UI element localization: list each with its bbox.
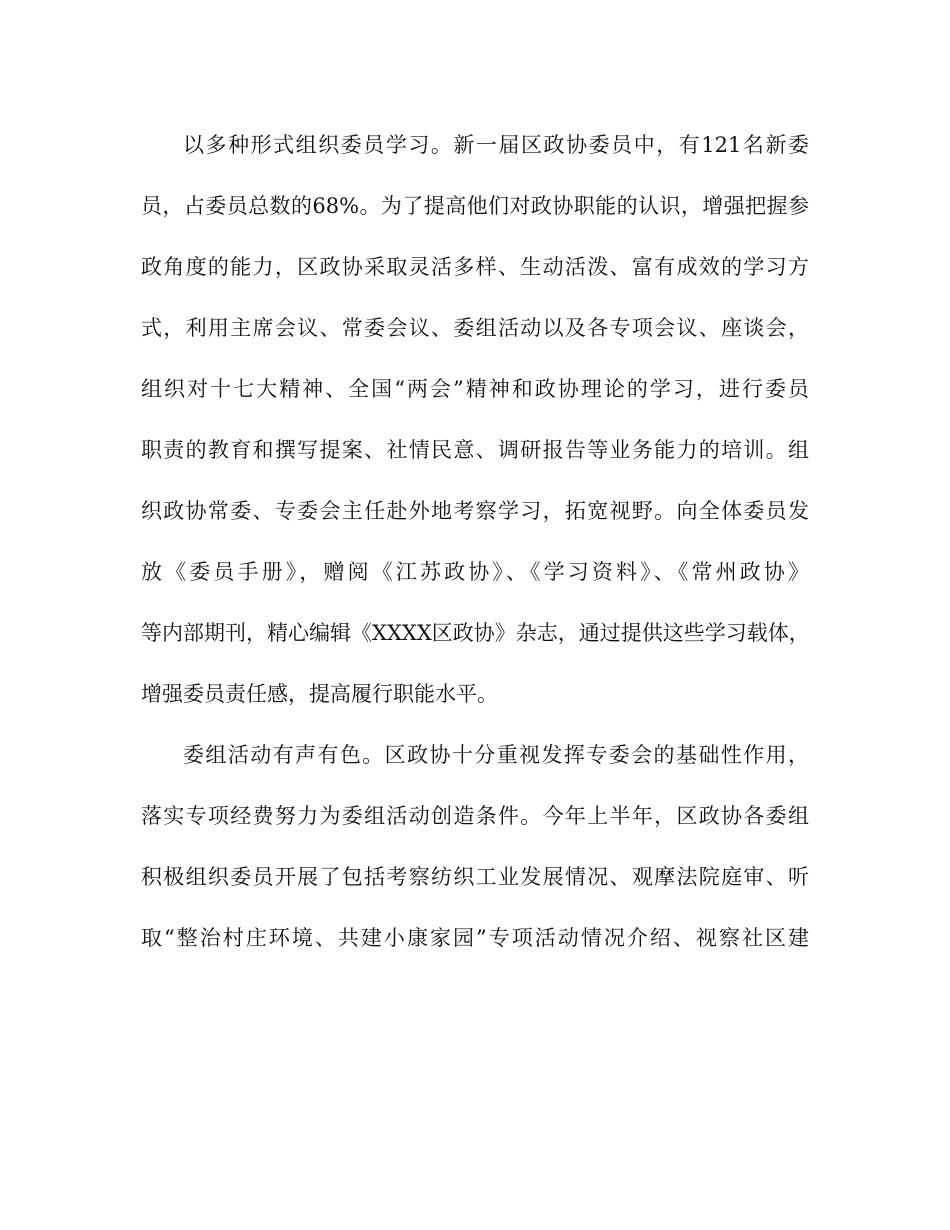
paragraph-1-line-1: 以多种形式组织委员学习。新一届区政协委员中，有121名新委 [183, 133, 809, 157]
paragraph-2-line-4: 取“整治村庄环境、共建小康家园”专项活动情况介绍、视察社区建 [141, 926, 809, 950]
paragraph-1-line-5: 组织对十七大精神、全国“两会”精神和政协理论的学习，进行委员 [141, 377, 809, 401]
paragraph-2-line-1: 委组活动有声有色。区政协十分重视发挥专委会的基础性作用， [183, 743, 809, 767]
paragraph-1-line-2: 员，占委员总数的68%。为了提高他们对政协职能的认识，增强把握参 [141, 194, 809, 218]
paragraph-1-line-7: 织政协常委、专委会主任赴外地考察学习，拓宽视野。向全体委员发 [141, 499, 809, 523]
paragraph-1-line-4: 式，利用主席会议、常委会议、委组活动以及各专项会议、座谈会， [141, 316, 809, 340]
paragraph-2-line-2: 落实专项经费努力为委组活动创造条件。今年上半年，区政协各委组 [141, 804, 809, 828]
paragraph-1-line-10: 增强委员责任感，提高履行职能水平。 [141, 682, 498, 706]
paragraph-1-line-3: 政角度的能力，区政协采取灵活多样、生动活泼、富有成效的学习方 [141, 255, 809, 279]
paragraph-1-line-8: 放《委员手册》，赠阅《江苏政协》、《学习资料》、《常州政协》 [141, 560, 809, 584]
paragraph-2-line-3: 积极组织委员开展了包括考察纺织工业发展情况、观摩法院庭审、听 [141, 865, 809, 889]
paragraph-1-line-9: 等内部期刊，精心编辑《XXXX区政协》杂志，通过提供这些学习载体， [141, 621, 810, 645]
paragraph-1-line-6: 职责的教育和撰写提案、社情民意、调研报告等业务能力的培训。组 [141, 438, 809, 462]
